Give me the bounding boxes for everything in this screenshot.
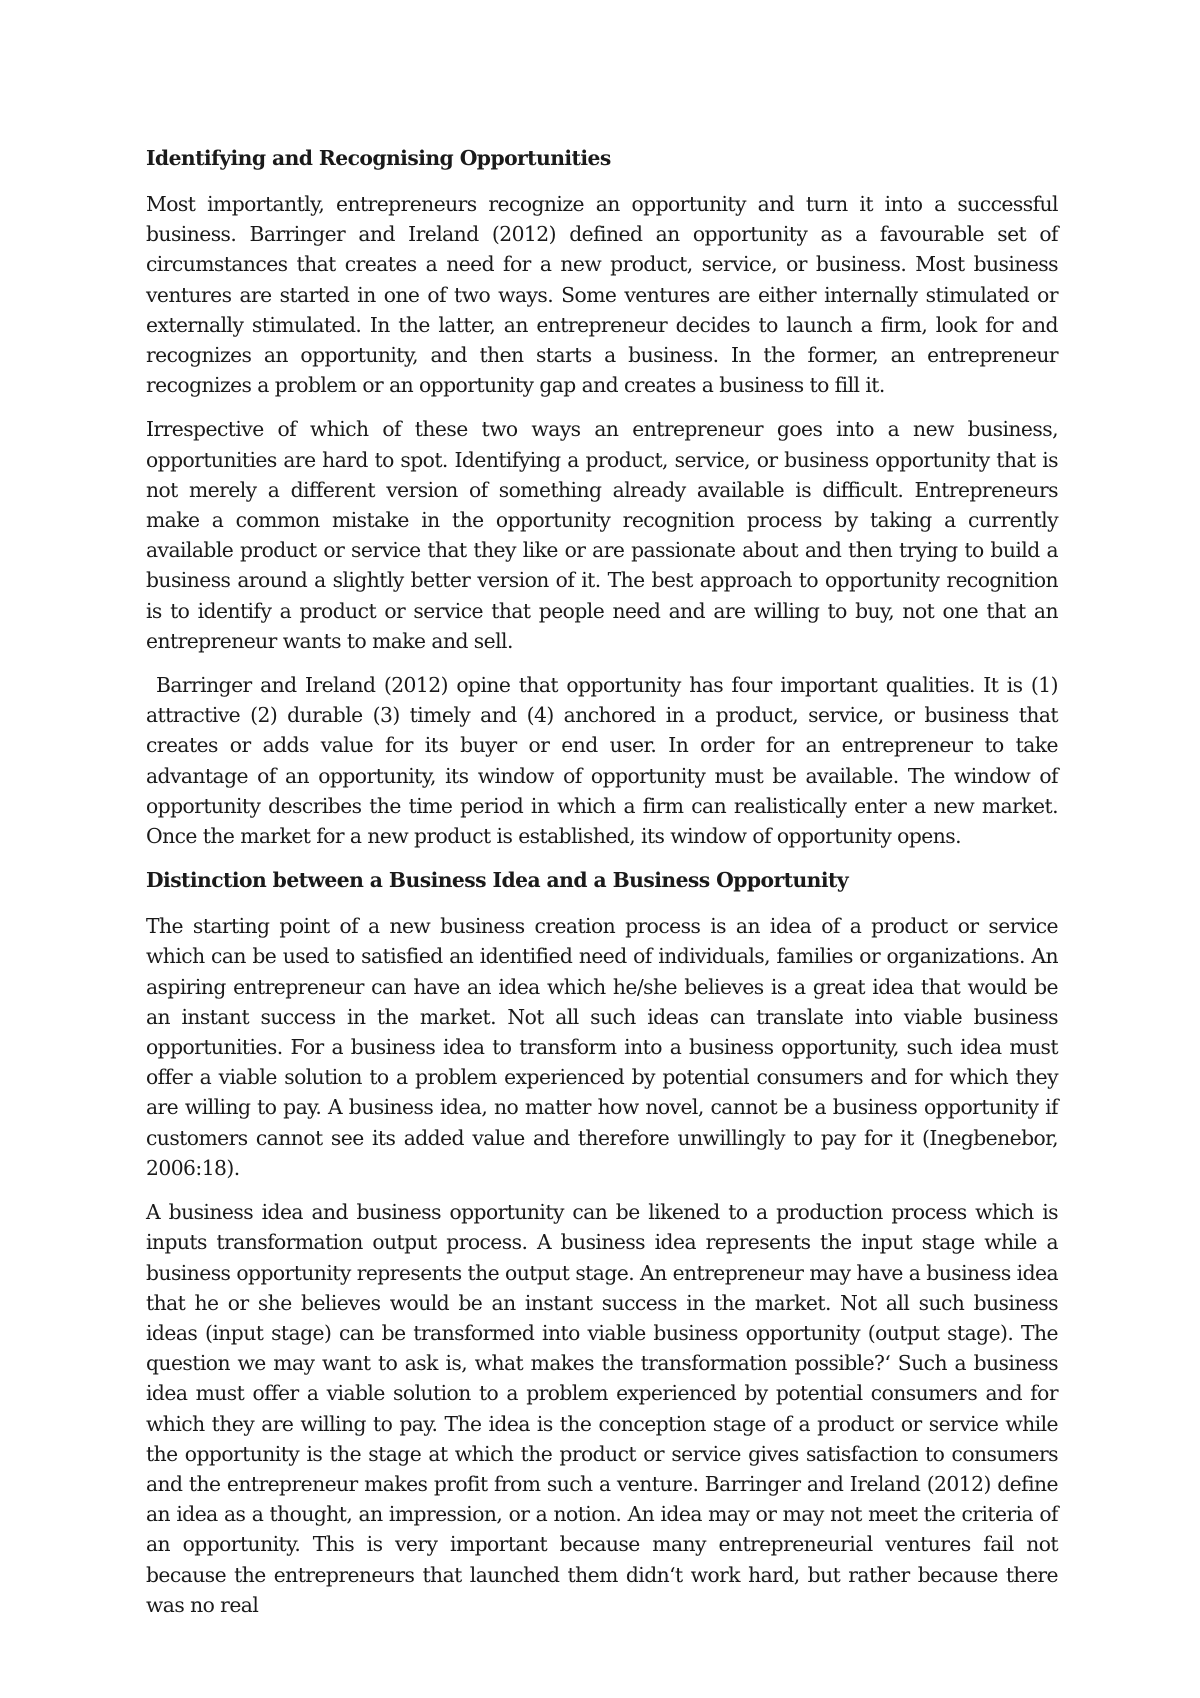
paragraph-production-process-analogy: A business idea and business opportunity can be likened to a production process which is inputs transformation output process. A business idea represents the input stage while a business opportunity represents the output stage. An entrepreneur may have a business idea that he or she believes would be an instant success in the market. Not all such business ideas (input stage) can be transformed into viable business opportunity (output stage). The question we may want to ask is, what makes the transformation possible?‘ Such a business idea must offer a viable solution to a problem experienced by potential consumers and for which they are willing to pay. The idea is the conception stage of a product or service while the opportunity is the stage at which the product or service gives satisfaction to consumers and the entrepreneur makes profit from such a venture. Barringer and Ireland (2012) define an idea as a thought, an impression, or a notion. An idea may or may not meet the criteria of an opportunity. This is very important because many entrepreneurial ventures fail not because the entrepreneurs that launched them didn‘t work hard, but rather because there was no real: [146, 1200, 1058, 1617]
paragraph-opportunity-definition: Most importantly, entrepreneurs recognize an opportunity and turn it into a successful business. Barringer and Ireland (2012) defined an opportunity as a favourable set of circumstances that creates a need for a new product, service, or business. Most business ventures are started in one of two ways. Some ventures are either internally stimulated or externally stimulated. In the latter, an entrepreneur decides to launch a firm, look for and recognizes an opportunity, and then starts a business. In the former, an entrepreneur recognizes a problem or an opportunity gap and creates a business to fill it.: [146, 192, 1058, 398]
paragraph-opportunity-qualities: Barringer and Ireland (2012) opine that opportunity has four important qualities. It is (1) attractive (2) durable (3) timely and (4) anchored in a product, service, or business that creates or adds value for its buyer or end user. In order for an entrepreneur to take advantage of an opportunity, its window of opportunity must be available. The window of opportunity describes the time period in which a firm can realistically enter a new market. Once the market for a new product is established, its window of opportunity opens.: [146, 673, 1058, 849]
paragraph-opportunity-recognition: Irrespective of which of these two ways an entrepreneur goes into a new business, opportunities are hard to spot. Identifying a product, service, or business opportunity that is not merely a different version of something already available is difficult. Entrepreneurs make a common mistake in the opportunity recognition process by taking a currently available product or service that they like or are passionate about and then trying to build a business around a slightly better version of it. The best approach to opportunity recognition is to identify a product or service that people need and are willing to buy, not one that an entrepreneur wants to make and sell.: [146, 417, 1058, 653]
section-heading-identifying-opportunities: Identifying and Recognising Opportunities: [146, 146, 611, 170]
document-body: [146, 143, 1058, 1620]
section-heading-idea-vs-opportunity: Distinction between a Business Idea and a Business Opportunity: [146, 868, 849, 893]
paragraph-business-idea-start: The starting point of a new business creation process is an idea of a product or service which can be used to satisfied an identified need of individuals, families or organizations. An aspiring entrepreneur can have an idea which he/she believes is a great idea that would be an instant success in the market. Not all such ideas can translate into viable business opportunities. For a business idea to transform into a business opportunity, such idea must offer a viable solution to a problem experienced by potential consumers and for which they are willing to pay. A business idea, no matter how novel, cannot be a business opportunity if customers cannot see its added value and therefore unwillingly to pay for it (Inegbenebor, 2006:18).: [146, 914, 1058, 1180]
